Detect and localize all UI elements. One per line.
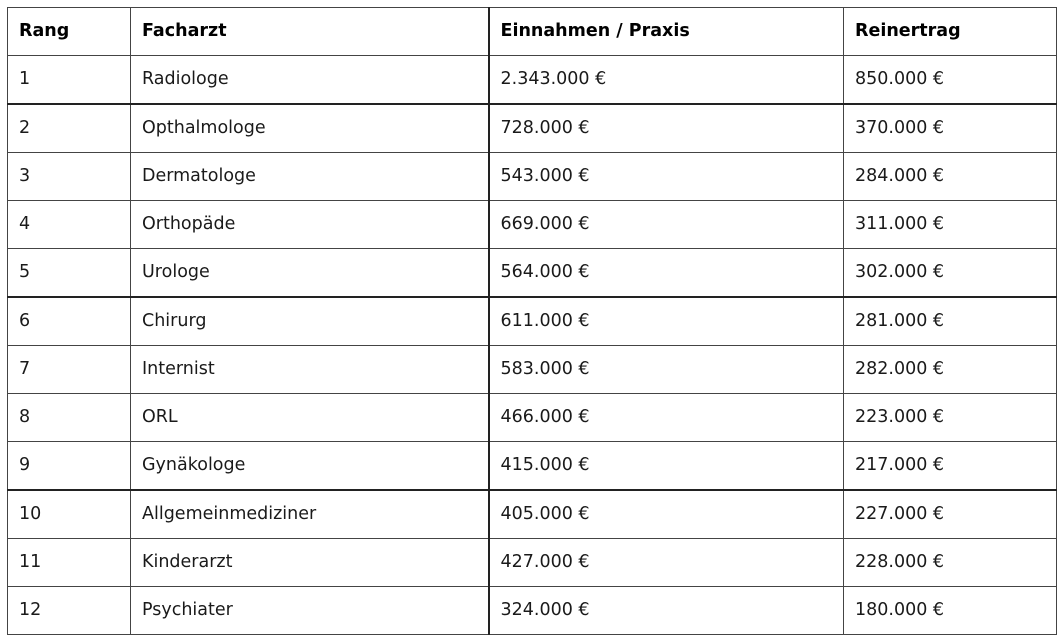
cell-rang: 6 — [8, 297, 131, 346]
cell-einnahmen: 583.000 € — [489, 346, 844, 394]
cell-reinertrag: 217.000 € — [844, 442, 1057, 491]
cell-facharzt: Chirurg — [131, 297, 489, 346]
cell-rang: 10 — [8, 490, 131, 539]
cell-einnahmen: 669.000 € — [489, 201, 844, 249]
header-einnahmen: Einnahmen / Praxis — [489, 8, 844, 56]
cell-reinertrag: 281.000 € — [844, 297, 1057, 346]
cell-rang: 5 — [8, 249, 131, 298]
cell-einnahmen: 427.000 € — [489, 539, 844, 587]
cell-reinertrag: 228.000 € — [844, 539, 1057, 587]
cell-rang: 12 — [8, 587, 131, 635]
cell-rang: 4 — [8, 201, 131, 249]
cell-rang: 11 — [8, 539, 131, 587]
cell-einnahmen: 415.000 € — [489, 442, 844, 491]
income-table — [7, 7, 1057, 635]
table-row — [8, 56, 1057, 105]
cell-reinertrag: 180.000 € — [844, 587, 1057, 635]
cell-facharzt: Opthalmologe — [131, 104, 489, 153]
header-rang: Rang — [8, 8, 131, 56]
table-header-row — [8, 8, 1057, 56]
table-row — [8, 587, 1057, 635]
table-row — [8, 153, 1057, 201]
header-facharzt: Facharzt — [131, 8, 489, 56]
cell-reinertrag: 223.000 € — [844, 394, 1057, 442]
cell-facharzt: Psychiater — [131, 587, 489, 635]
cell-einnahmen: 611.000 € — [489, 297, 844, 346]
table-row — [8, 442, 1057, 491]
table-row — [8, 539, 1057, 587]
table-row — [8, 297, 1057, 346]
cell-rang: 8 — [8, 394, 131, 442]
cell-facharzt: Radiologe — [131, 56, 489, 105]
table-row — [8, 249, 1057, 298]
cell-reinertrag: 302.000 € — [844, 249, 1057, 298]
cell-einnahmen: 564.000 € — [489, 249, 844, 298]
cell-facharzt: Internist — [131, 346, 489, 394]
cell-facharzt: Allgemeinmediziner — [131, 490, 489, 539]
cell-rang: 2 — [8, 104, 131, 153]
cell-einnahmen: 405.000 € — [489, 490, 844, 539]
cell-einnahmen: 466.000 € — [489, 394, 844, 442]
cell-einnahmen: 324.000 € — [489, 587, 844, 635]
cell-reinertrag: 850.000 € — [844, 56, 1057, 105]
table-row — [8, 394, 1057, 442]
table-row — [8, 490, 1057, 539]
table-row — [8, 104, 1057, 153]
cell-reinertrag: 311.000 € — [844, 201, 1057, 249]
cell-facharzt: ORL — [131, 394, 489, 442]
table-row — [8, 201, 1057, 249]
table-row — [8, 346, 1057, 394]
cell-reinertrag: 370.000 € — [844, 104, 1057, 153]
cell-facharzt: Kinderarzt — [131, 539, 489, 587]
cell-reinertrag: 227.000 € — [844, 490, 1057, 539]
cell-reinertrag: 282.000 € — [844, 346, 1057, 394]
cell-rang: 1 — [8, 56, 131, 105]
cell-reinertrag: 284.000 € — [844, 153, 1057, 201]
cell-einnahmen: 2.343.000 € — [489, 56, 844, 105]
cell-facharzt: Dermatologe — [131, 153, 489, 201]
cell-rang: 9 — [8, 442, 131, 491]
cell-facharzt: Orthopäde — [131, 201, 489, 249]
cell-einnahmen: 543.000 € — [489, 153, 844, 201]
header-reinertrag: Reinertrag — [844, 8, 1057, 56]
cell-einnahmen: 728.000 € — [489, 104, 844, 153]
cell-rang: 3 — [8, 153, 131, 201]
cell-facharzt: Urologe — [131, 249, 489, 298]
cell-rang: 7 — [8, 346, 131, 394]
cell-facharzt: Gynäkologe — [131, 442, 489, 491]
